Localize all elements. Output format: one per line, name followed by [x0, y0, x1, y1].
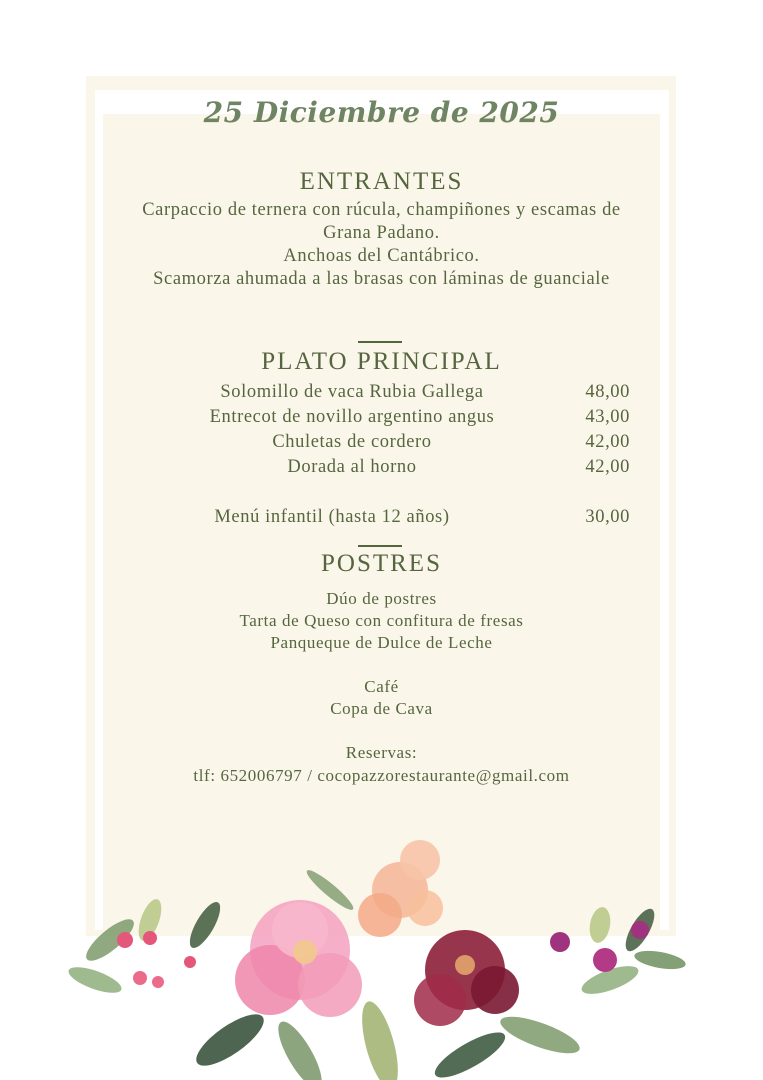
burgundy-flower-icon — [414, 930, 519, 1026]
extra-line: Copa de Cava — [330, 699, 433, 718]
kids-menu-row — [150, 507, 630, 531]
section-divider — [358, 341, 402, 343]
main-dish-row — [150, 432, 630, 456]
section-title-postres: POSTRES — [321, 550, 442, 577]
section-title-plato-principal: PLATO PRINCIPAL — [261, 348, 502, 375]
extra-line: Café — [364, 677, 399, 696]
dessert-line: Tarta de Queso con confitura de fresas — [239, 611, 524, 630]
dessert-line: Dúo de postres — [326, 589, 437, 608]
main-dish-row — [150, 407, 630, 431]
entrante-line: Anchoas del Cantábrico. — [283, 246, 480, 266]
section-title-entrantes: ENTRANTES — [299, 168, 464, 195]
pink-flower-icon — [235, 900, 362, 1017]
main-dish-name: Entrecot de novillo argentino angus — [209, 407, 495, 427]
main-dish-row — [150, 457, 630, 481]
kids-menu-price: 30,00 — [585, 507, 630, 527]
main-dish-name: Solomillo de vaca Rubia Gallega — [220, 382, 484, 402]
dessert-line: Panqueque de Dulce de Leche — [270, 633, 493, 652]
menu-date: 25 Diciembre de 2025 — [203, 96, 560, 129]
main-dish-name: Dorada al horno — [287, 457, 417, 477]
reservas-contact: tlf: 652006797 / cocopazzorestaurante@gmail.com — [193, 766, 570, 785]
main-dish-name: Chuletas de cordero — [272, 432, 432, 452]
peach-flower-icon — [358, 840, 443, 937]
main-dish-price: 42,00 — [585, 432, 630, 452]
main-dish-price: 42,00 — [585, 457, 630, 477]
main-dish-price: 43,00 — [585, 407, 630, 427]
main-dish-row — [150, 382, 630, 406]
floral-decoration — [0, 830, 763, 1080]
reservas-label: Reservas: — [345, 743, 418, 762]
section-divider — [358, 545, 402, 547]
main-dish-price: 48,00 — [585, 382, 630, 402]
kids-menu-name: Menú infantil (hasta 12 años) — [214, 507, 450, 527]
entrante-line: Carpaccio de ternera con rúcula, champiñones y escamas de — [142, 200, 621, 220]
entrante-line: Grana Padano. — [323, 223, 440, 243]
entrante-line: Scamorza ahumada a las brasas con láminas de guanciale — [153, 269, 610, 289]
